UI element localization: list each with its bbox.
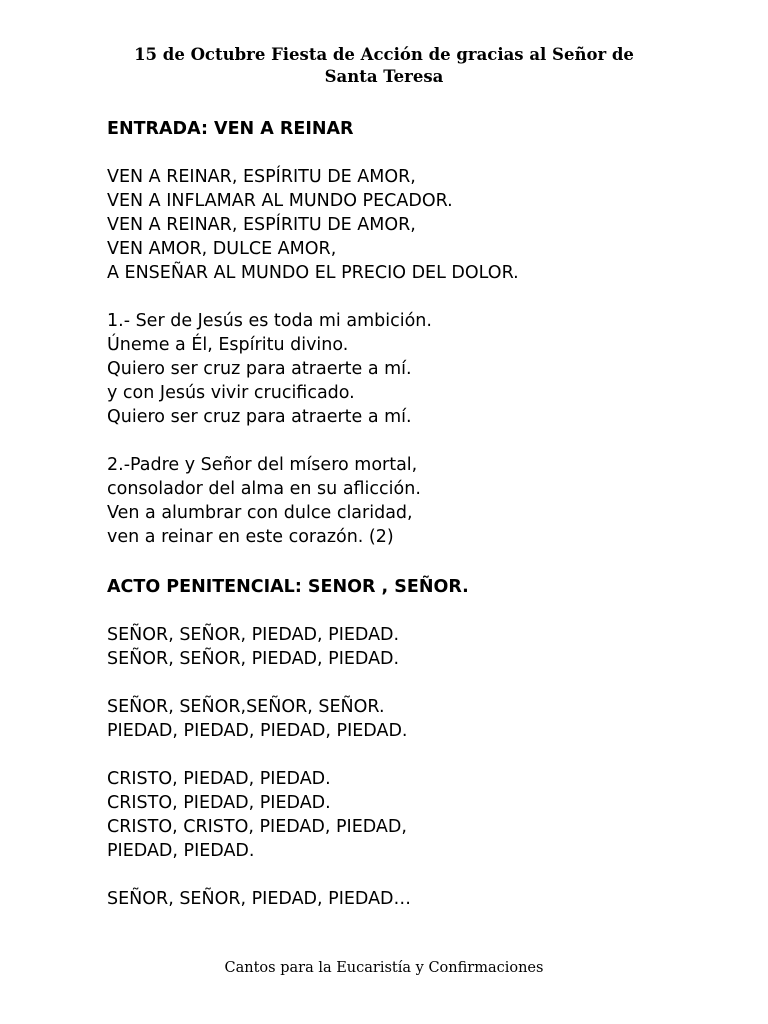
lyric-line: CRISTO, CRISTO, PIEDAD, PIEDAD, (107, 817, 407, 837)
section-entrada (107, 115, 747, 549)
stanza-verse-1 (107, 309, 747, 429)
lyric-line: ven a reinar en este corazón. (2) (107, 527, 394, 547)
stanza-1 (107, 623, 747, 671)
lyric-line: CRISTO, PIEDAD, PIEDAD. (107, 769, 331, 789)
lyric-line: SEÑOR, SEÑOR,SEÑOR, SEÑOR. (107, 697, 385, 717)
lyric-line: Úneme a Él, Espíritu divino. (107, 335, 349, 355)
lyric-line: y con Jesús vivir crucificado. (107, 383, 355, 403)
stanza-2 (107, 695, 747, 743)
lyric-line: Quiero ser cruz para atraerte a mí. (107, 359, 412, 379)
page-title-line-1: 15 de Octubre Fiesta de Acción de gracias al Señor de (134, 45, 634, 64)
lyric-line: SEÑOR, SEÑOR, PIEDAD, PIEDAD. (107, 649, 400, 669)
lyric-line: SEÑOR, SEÑOR, PIEDAD, PIEDAD… (107, 889, 412, 909)
page-title-line-2: Santa Teresa (324, 67, 444, 86)
stanza-verse-2 (107, 453, 747, 549)
lyric-line: VEN A INFLAMAR AL MUNDO PECADOR. (107, 191, 453, 211)
section-heading: ENTRADA: VEN A REINAR (107, 119, 354, 139)
page-footer: Cantos para la Eucaristía y Confirmaciones (224, 960, 544, 976)
stanza-3 (107, 767, 747, 863)
lyric-line: A ENSEÑAR AL MUNDO EL PRECIO DEL DOLOR. (107, 263, 519, 283)
lyric-line: Quiero ser cruz para atraerte a mí. (107, 407, 412, 427)
lyric-line: PIEDAD, PIEDAD, PIEDAD, PIEDAD. (107, 721, 408, 741)
lyric-line: VEN A REINAR, ESPÍRITU DE AMOR, (107, 215, 416, 235)
stanza-chorus (107, 165, 747, 285)
lyric-line: VEN A REINAR, ESPÍRITU DE AMOR, (107, 167, 416, 187)
lyric-line: 2.-Padre y Señor del mísero mortal, (107, 455, 418, 475)
section-heading: ACTO PENITENCIAL: SENOR , SEÑOR. (107, 577, 469, 597)
lyric-line: PIEDAD, PIEDAD. (107, 841, 255, 861)
section-acto-penitencial (107, 573, 747, 911)
lyric-line: Ven a alumbrar con dulce claridad, (107, 503, 413, 523)
lyric-line: VEN AMOR, DULCE AMOR, (107, 239, 337, 259)
lyric-line: 1.- Ser de Jesús es toda mi ambición. (107, 311, 432, 331)
stanza-4 (107, 887, 747, 911)
page-title (0, 44, 768, 88)
lyric-line: consolador del alma en su aflicción. (107, 479, 421, 499)
lyric-line: SEÑOR, SEÑOR, PIEDAD, PIEDAD. (107, 625, 400, 645)
song-sheet-body (107, 115, 747, 935)
lyric-line: CRISTO, PIEDAD, PIEDAD. (107, 793, 331, 813)
